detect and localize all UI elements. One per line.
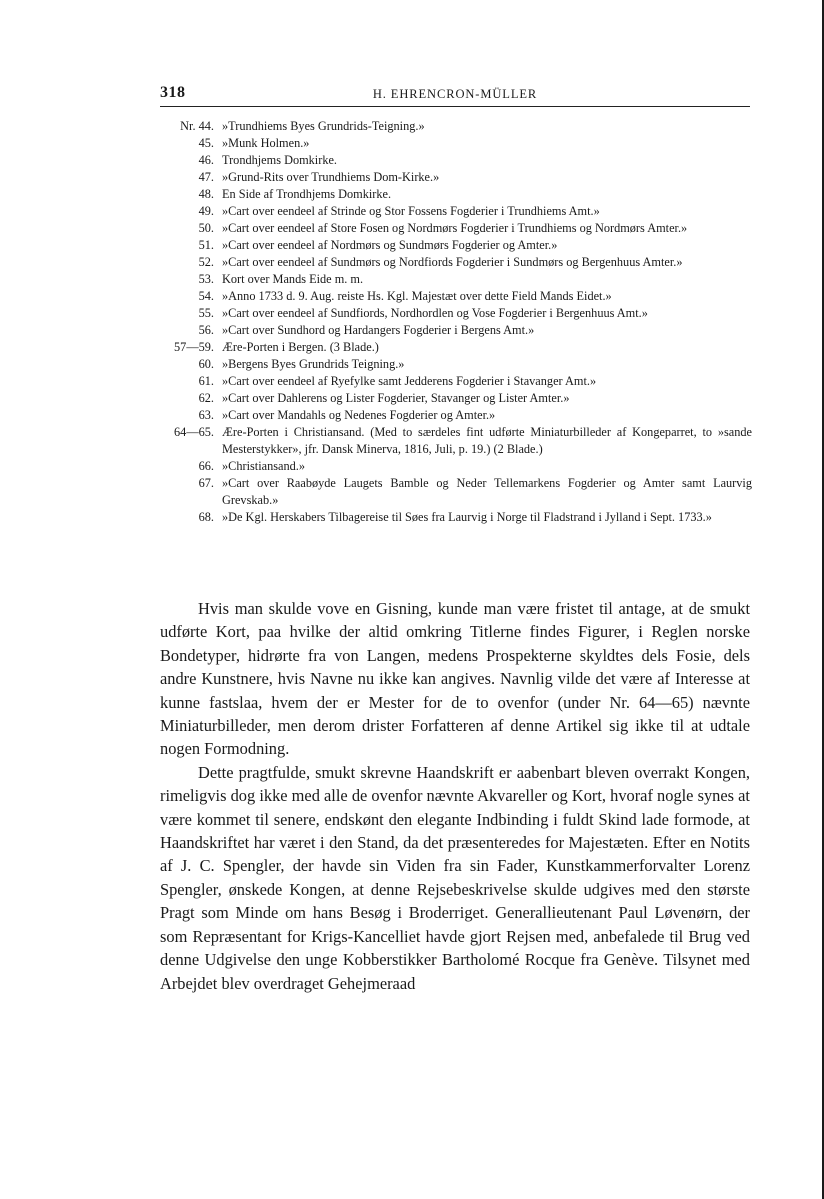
item-number: 57—59. <box>174 340 214 354</box>
item-text: »Cart over eendeel af Store Fosen og Nordmørs Fogderier i Trundhiems og Nordmørs Amter.» <box>222 221 688 235</box>
item-text: »Bergens Byes Grundrids Teigning.» <box>222 357 405 371</box>
item-number: 52. <box>198 255 214 269</box>
paragraph: Hvis man skulde vove en Gisning, kunde man være fristet til antage, at de smukt udførte Kort, paa hvilke der altid omkring Titlerne findes Figurer, i Reglen norske Bondetyper, hidrørte fra von Langen, medens Prospekterne skyldtes dels Fosie, dels andre Kunstnere, hvis Navne nu ikke kan angives. Navnlig vilde det være af Interesse at kunne fastslaa, hvem der er Mester for de to ovenfor (under Nr. 64—65) nævnte Miniaturbilleder, men derom drister Forfatteren af denne Artikel sig ikke til at udtale nogen Formodning. <box>160 599 750 759</box>
body-text <box>160 597 750 995</box>
item-number: Nr. 44. <box>180 119 214 133</box>
item-number: 47. <box>198 170 214 184</box>
item-text: En Side af Trondhjems Domkirke. <box>222 187 392 201</box>
item-number: 50. <box>198 221 214 235</box>
item-number: 46. <box>198 153 214 167</box>
list-item <box>160 373 752 390</box>
list-item <box>160 271 752 288</box>
list-item <box>160 135 752 152</box>
list-item <box>160 220 752 237</box>
item-text: »Christiansand.» <box>222 459 305 473</box>
item-number: 54. <box>198 289 214 303</box>
item-number: 45. <box>198 136 214 150</box>
list-item <box>160 203 752 220</box>
item-text: »Cart over eendeel af Ryefylke samt Jedderens Fogderier i Stavanger Amt.» <box>222 374 597 388</box>
list-item <box>160 169 752 186</box>
item-text: »Cart over eendeel af Nordmørs og Sundmørs Fogderier og Amter.» <box>222 238 558 252</box>
item-text: »Cart over Sundhord og Hardangers Fogderier i Bergens Amt.» <box>222 323 535 337</box>
list-item <box>160 237 752 254</box>
item-text: Ære-Porten i Christiansand. (Med to særdeles fint udførte Miniaturbilleder af Kongeparret, to »sande Mesterstykker», jfr. Dansk Minerva, 1816, Juli, p. 19.) (2 Blade.) <box>222 425 752 456</box>
item-number: 53. <box>198 272 214 286</box>
list-item <box>160 186 752 203</box>
list-item <box>160 424 752 458</box>
item-text: Ære-Porten i Bergen. (3 Blade.) <box>222 340 379 354</box>
item-number: 64—65. <box>174 425 214 439</box>
item-text: »Munk Holmen.» <box>222 136 310 150</box>
list-item <box>160 390 752 407</box>
item-text: »Trundhiems Byes Grundrids-Teigning.» <box>222 119 425 133</box>
item-number: 63. <box>198 408 214 422</box>
item-text: »Anno 1733 d. 9. Aug. reiste Hs. Kgl. Majestæt over dette Field Mands Eidet.» <box>222 289 612 303</box>
list-item <box>160 356 752 373</box>
list-item <box>160 118 752 135</box>
item-number: 56. <box>198 323 214 337</box>
item-text: »Cart over eendeel af Strinde og Stor Fossens Fogderier i Trundhiems Amt.» <box>222 204 600 218</box>
item-text: »De Kgl. Herskabers Tilbagereise til Søes fra Laurvig i Norge til Fladstrand i Jylland i Sept. 1733.» <box>222 510 712 524</box>
item-number: 51. <box>198 238 214 252</box>
item-text: Kort over Mands Eide m. m. <box>222 272 364 286</box>
running-head: H. EHRENCRON-MÜLLER <box>372 87 538 101</box>
item-number: 48. <box>198 187 214 201</box>
item-text: »Cart over Raabøyde Laugets Bamble og Neder Tellemarkens Fogderier og Amter samt Laurvig Grevskab.» <box>222 476 752 507</box>
item-text: »Cart over eendeel af Sundfiords, Nordhordlen og Vose Fogderier i Bergenhuus Amt.» <box>222 306 648 320</box>
item-number: 68. <box>198 510 214 524</box>
list-item <box>160 475 752 509</box>
list-item <box>160 152 752 169</box>
list-item <box>160 458 752 475</box>
list-item <box>160 339 752 356</box>
item-text: »Cart over eendeel af Sundmørs og Nordfiords Fogderier i Sundmørs og Bergenhuus Amter.» <box>222 255 683 269</box>
item-number: 55. <box>198 306 214 320</box>
paragraph: Dette pragtfulde, smukt skrevne Haandskrift er aabenbart bleven overrakt Kongen, rimeligvis dog ikke med alle de ovenfor nævnte Akvareller og Kort, hvoraf nogle synes at være kommet til senere, endskønt den elegante Indbinding i fuldt Skind lade formode, at Haandskriftet har været i den Stand, da det præsenteredes for Majestæten. Efter en Notits af J. C. Spengler, der havde sin Viden fra sin Fader, Kunstkammerforvalter Lorenz Spengler, ønskede Kongen, at denne Rejsebeskrivelse skulde udgives med den største Pragt som Minde om hans Besøg i Broderriget. Generallieutenant Paul Løvenørn, der som Repræsentant for Krigs-Kancelliet havde gjort Rejsen med, anbefalede til Brug ved denne Udgivelse den unge Kobberstikker Bartholomé Rocque fra Genève. Tilsynet med Arbejdet blev overdraget Gehejmeraad <box>160 762 750 993</box>
item-text: Trondhjems Domkirke. <box>222 153 338 167</box>
item-number: 49. <box>198 204 214 218</box>
list-item <box>160 322 752 339</box>
page-number: 318 <box>160 84 186 101</box>
page-header <box>160 84 750 107</box>
item-number: 67. <box>198 476 214 490</box>
item-number: 66. <box>198 459 214 473</box>
item-number: 61. <box>198 374 214 388</box>
list-item <box>160 254 752 271</box>
item-text: »Grund-Rits over Trundhiems Dom-Kirke.» <box>222 170 440 184</box>
item-text: »Cart over Dahlerens og Lister Fogderier, Stavanger og Lister Amter.» <box>222 391 570 405</box>
list-item <box>160 509 752 526</box>
item-number: 62. <box>198 391 214 405</box>
list-item <box>160 305 752 322</box>
item-text: »Cart over Mandahls og Nedenes Fogderier og Amter.» <box>222 408 496 422</box>
illustration-list <box>160 118 752 526</box>
item-number: 60. <box>198 357 214 371</box>
list-item <box>160 407 752 424</box>
list-item <box>160 288 752 305</box>
